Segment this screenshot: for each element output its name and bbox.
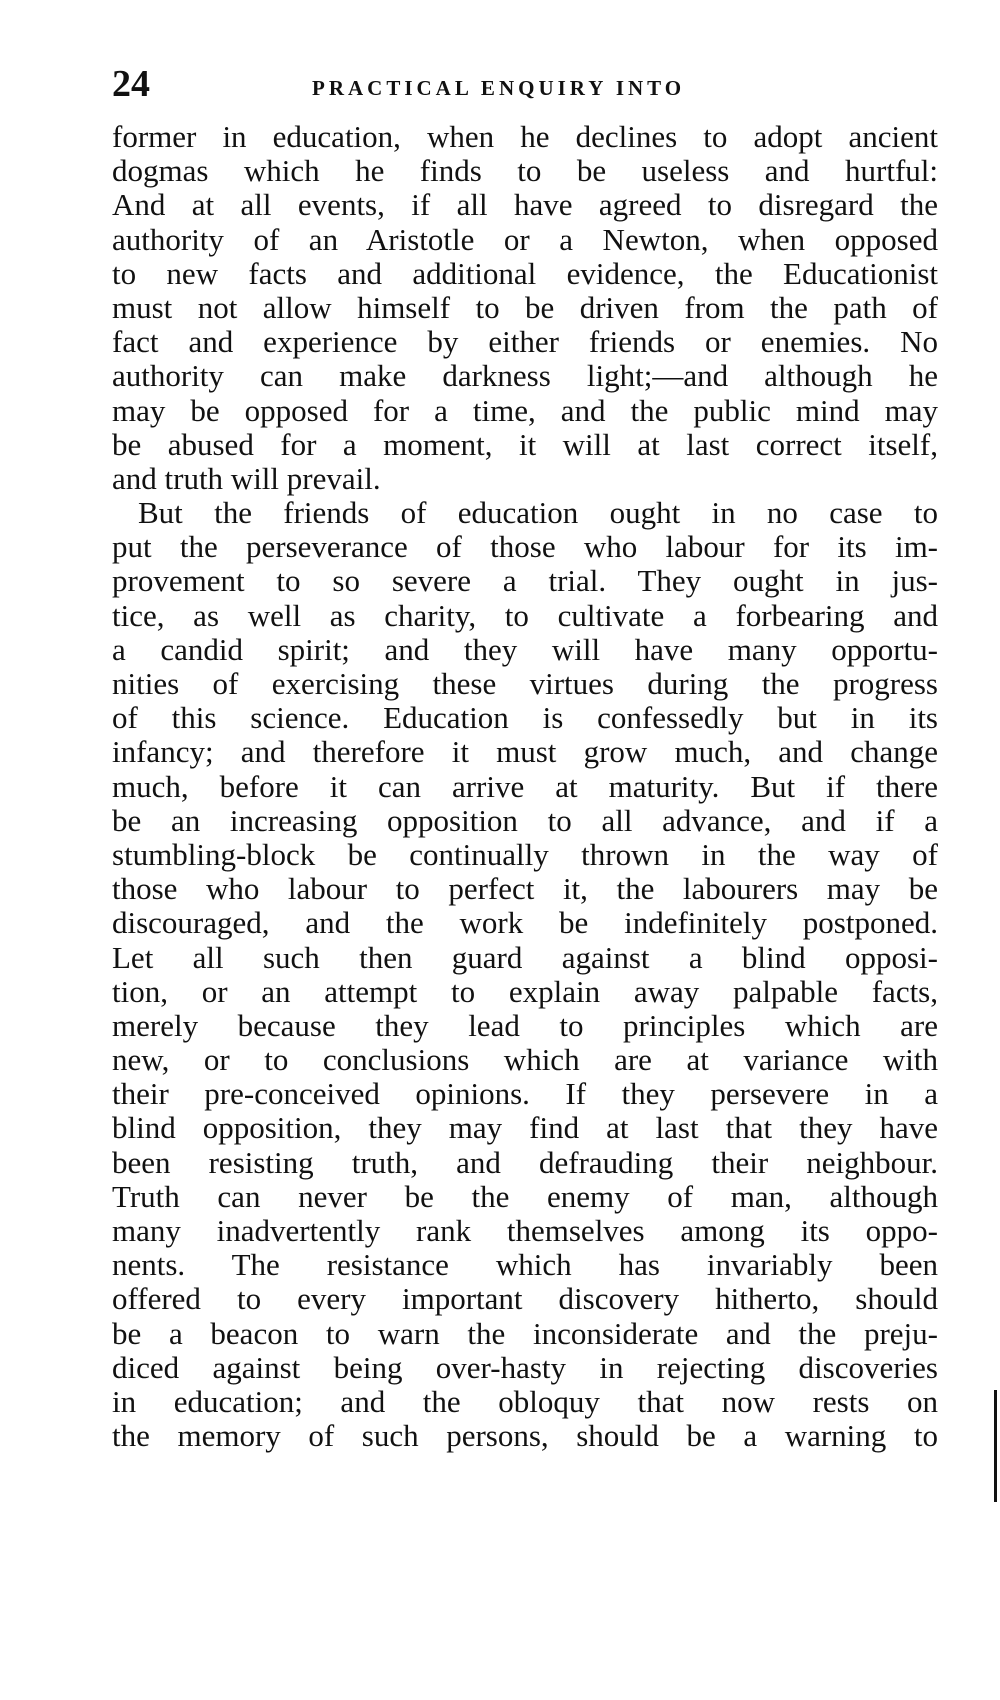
- text-line: a candid spirit; and they will have many opportu-: [112, 632, 938, 667]
- text-line: been resisting truth, and defrauding their neighbour.: [112, 1145, 938, 1180]
- text-line: put the perseverance of those who labour for its im-: [112, 530, 938, 565]
- page-header: [112, 58, 938, 110]
- text-line: be a beacon to warn the inconsiderate and the preju-: [112, 1316, 938, 1351]
- text-line: discouraged, and the work be indefinitely postponed.: [112, 906, 938, 941]
- text-line: the memory of such persons, should be a warning to: [112, 1419, 938, 1454]
- text-line: diced against being over-hasty in rejecting discoveries: [112, 1350, 938, 1385]
- text-line: tion, or an attempt to explain away palpable facts,: [112, 974, 938, 1009]
- paragraph-start-line: But the friends of education ought in no case to: [138, 496, 938, 531]
- text-line: offered to every important discovery hitherto, should: [112, 1282, 938, 1317]
- text-line: new, or to conclusions which are at variance with: [112, 1043, 938, 1078]
- text-line: much, before it can arrive at maturity. But if there: [112, 769, 938, 804]
- text-line: in education; and the obloquy that now rests on: [112, 1384, 938, 1419]
- text-line: fact and experience by either friends or enemies. No: [112, 325, 938, 360]
- margin-line-mark: [994, 1390, 997, 1502]
- text-line: stumbling-block be continually thrown in the way of: [112, 837, 938, 872]
- text-line: authority can make darkness light;—and although he: [112, 359, 938, 394]
- text-line: dogmas which he finds to be useless and hurtful:: [112, 154, 938, 189]
- text-line: may be opposed for a time, and the public mind may: [112, 393, 938, 428]
- text-line: provement to so severe a trial. They ought in jus-: [112, 564, 938, 599]
- text-line: be abused for a moment, it will at last correct itself,: [112, 427, 938, 462]
- text-line: Let all such then guard against a blind opposi-: [112, 940, 938, 975]
- text-line: to new facts and additional evidence, the Educationist: [112, 256, 938, 291]
- text-line: those who labour to perfect it, the labourers may be: [112, 872, 938, 907]
- page-number: 24: [112, 63, 150, 105]
- text-line: merely because they lead to principles which are: [112, 1008, 938, 1043]
- text-line: infancy; and therefore it must grow much, and change: [112, 735, 938, 770]
- text-line: of this science. Education is confessedly but in its: [112, 701, 938, 736]
- text-line: their pre-conceived opinions. If they persevere in a: [112, 1077, 938, 1112]
- running-head: PRACTICAL ENQUIRY INTO: [312, 76, 686, 100]
- text-line: And at all events, if all have agreed to disregard the: [112, 188, 938, 223]
- text-line: nities of exercising these virtues during the progress: [112, 667, 938, 701]
- text-line: blind opposition, they may find at last that they have: [112, 1111, 938, 1146]
- paragraph-end-line: and truth will prevail.: [112, 461, 381, 496]
- text-line: Truth can never be the enemy of man, although: [112, 1179, 938, 1214]
- text-line: former in education, when he declines to adopt ancient: [112, 120, 938, 154]
- text-line: tice, as well as charity, to cultivate a forbearing and: [112, 598, 938, 633]
- text-line: many inadvertently rank themselves among its oppo-: [112, 1214, 938, 1248]
- text-line: must not allow himself to be driven from the path of: [112, 290, 938, 325]
- text-line: authority of an Aristotle or a Newton, when opposed: [112, 222, 938, 257]
- text-line: be an increasing opposition to all advance, and if a: [112, 803, 938, 838]
- text-line: nents. The resistance which has invariably been: [112, 1248, 938, 1283]
- body-text: [112, 120, 938, 1453]
